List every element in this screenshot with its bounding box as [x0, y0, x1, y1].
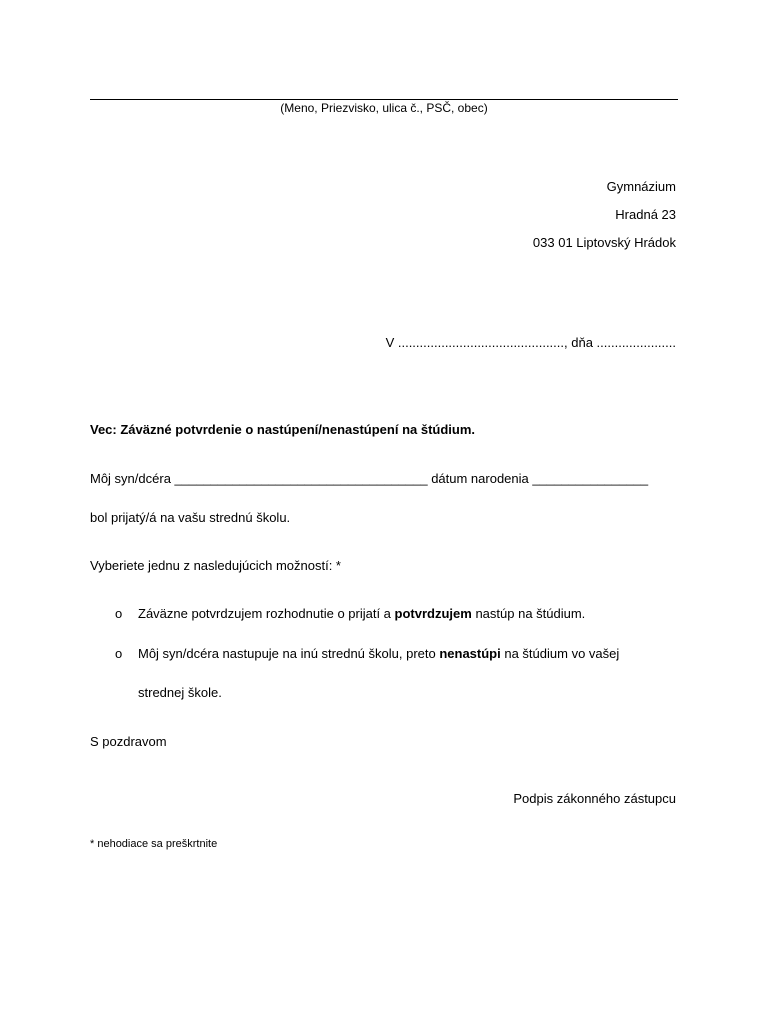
- sender-caption: (Meno, Priezvisko, ulica č., PSČ, obec): [280, 101, 488, 115]
- subject-line: Vec: Záväzné potvrdenie o nastúpení/nenastúpení na štúdium.: [90, 422, 476, 437]
- recipient-line-1: Gymnázium: [606, 179, 676, 194]
- option-2-text: [138, 646, 619, 661]
- option-2-text-after: na štúdium vo vašej: [500, 646, 620, 661]
- closing-line: S pozdravom: [90, 734, 167, 749]
- option-1-bullet: o: [115, 606, 123, 621]
- place-date-line: V .............................................., dňa ......................: [385, 335, 676, 350]
- option-1-text-after: nastúp na štúdium.: [471, 606, 586, 621]
- option-1-text: [138, 606, 585, 621]
- admitted-line: bol prijatý/á na vašu strednú školu.: [90, 510, 291, 525]
- option-1-text-bold: potvrdzujem: [394, 606, 472, 621]
- option-2-text-bold: nenastúpi: [439, 646, 501, 661]
- option-1-text-before: Záväzne potvrdzujem rozhodnutie o prijatí a: [138, 606, 395, 621]
- option-2-bullet: o: [115, 646, 123, 661]
- child-name-line: Môj syn/dcéra ___________________________________ dátum narodenia ________________: [90, 471, 649, 486]
- recipient-line-2: Hradná 23: [615, 207, 676, 222]
- sender-signature-line: [90, 99, 678, 100]
- option-2-continuation: strednej škole.: [138, 685, 222, 700]
- option-2-text-before: Môj syn/dcéra nastupuje na inú strednú školu, preto: [138, 646, 440, 661]
- choose-option-line: Vyberiete jednu z nasledujúcich možností: *: [90, 558, 341, 573]
- signature-label: Podpis zákonného zástupcu: [513, 791, 676, 806]
- recipient-line-3: 033 01 Liptovský Hrádok: [532, 235, 676, 250]
- footnote: * nehodiace sa preškrtnite: [90, 838, 218, 850]
